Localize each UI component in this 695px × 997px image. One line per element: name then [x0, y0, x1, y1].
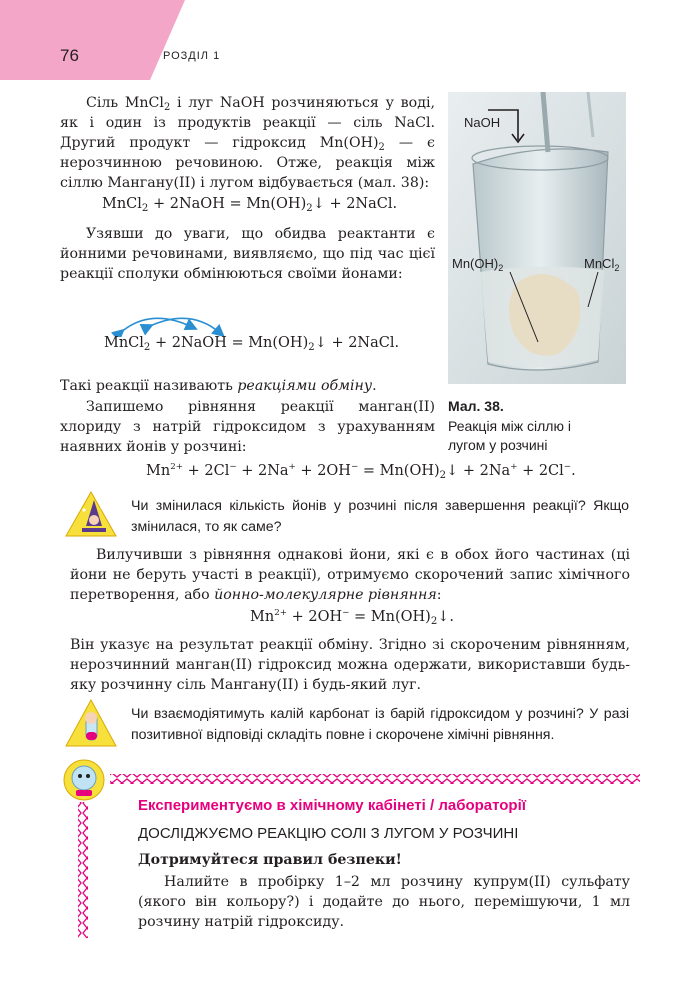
question-2: Чи взаємодіятимуть калій карбонат із барій гідроксидом у розчині? У разі позитивної відповіді складіть повне і скорочене хімічні рівняння. [131, 706, 629, 743]
ion-exchange-arrows [100, 305, 260, 337]
section-label: РОЗДІЛ 1 [163, 50, 221, 62]
wizard-icon [64, 490, 118, 538]
lab-title: ДОСЛІДЖУЄМО РЕАКЦІЮ СОЛІ З ЛУГОМ У РОЗЧИНІ [138, 825, 519, 842]
equation-3: $Mn^{2+} + 2Cl^- + 2Na^+ + 2OH^-$ = $Mn(OH)_2↓ + 2Na^+ + 2Cl^-$. [146, 462, 576, 481]
figure-caption-text: Реакція між сіллю і лугом у розчині [448, 418, 571, 453]
paragraph-3: Такі реакції називають реакціями обміну. [60, 378, 377, 394]
label-mn-oh-2: $Mn(OH)_2$ [452, 256, 504, 273]
lab-heading: Експериментуємо в хімічному кабінеті / лабораторії [138, 797, 526, 814]
test-tube-mascot-icon [64, 698, 118, 748]
label-naoh: NaOH [464, 115, 501, 130]
equation-2: MnCl$_2$ + 2NaOH = $Mn(OH)_2↓$ + 2NaCl. [104, 335, 400, 353]
paragraph-5: Вилучивши з рівняння однакові йони, які є в обох його частинах (ці йони не беруть участі в реакції), отримуємо скорочений запис хімічного перетворення, або йонно-молекулярне рівняння: [70, 547, 630, 603]
paragraph-6: Він указує на результат реакції обміну. Згідно зі скороченим рівнянням, нерозчинний манган(ІІ) гідроксид можна одержати, використавши будь-яку розчинну сіль Мангану(ІІ) і будь-який луг. [70, 637, 630, 693]
header-pink-tab [0, 0, 185, 80]
equation-1: MnCl$_2$ + 2NaOH = $Mn(OH)_2↓$ + 2NaCl. [102, 196, 398, 214]
beaker-photo [448, 92, 626, 384]
paragraph-1: Сіль MnCl$_2$ і луг NaOH розчиняються у воді, як і один із продуктів реакції — сіль NaCl. Другий продукт — гідроксид $Mn(OH)_2$ — є нерозчинною речовиною. Отже, реакція між сіллю Мангану(ІІ) і лугом відбувається (мал. 38): [60, 95, 435, 191]
figure-caption-title: Мал. 38. [448, 398, 504, 414]
paragraph-2: Узявши до уваги, що обидва реактанти є йонними речовинами, виявляємо, що під час цієї реакції сполуки обмінюються своїми йонами: [60, 226, 435, 282]
paragraph-4: Запишемо рівняння реакції манган(ІІ) хлориду з натрій гідроксидом з урахуванням наявних йонів у розчині: [60, 399, 435, 455]
question-1: Чи змінилася кількість йонів у розчині після завершення реакції? Якщо змінилася, то як саме? [131, 498, 629, 535]
page-number: 76 [60, 46, 79, 65]
lab-instruction: Налийте в пробірку 1–2 мл розчину купрум(ІІ) сульфату (якого він кольору?) і додайте до нього, перемішуючи, 1 мл розчину натрій гідроксиду. [138, 874, 630, 930]
safety-note: Дотримуйтеся правил безпеки! [138, 852, 402, 868]
label-mncl2: MnCl$_2$ [584, 256, 620, 273]
equation-4: $Mn^{2+} + 2OH^-$ = $Mn(OH)_2↓$. [250, 608, 455, 627]
